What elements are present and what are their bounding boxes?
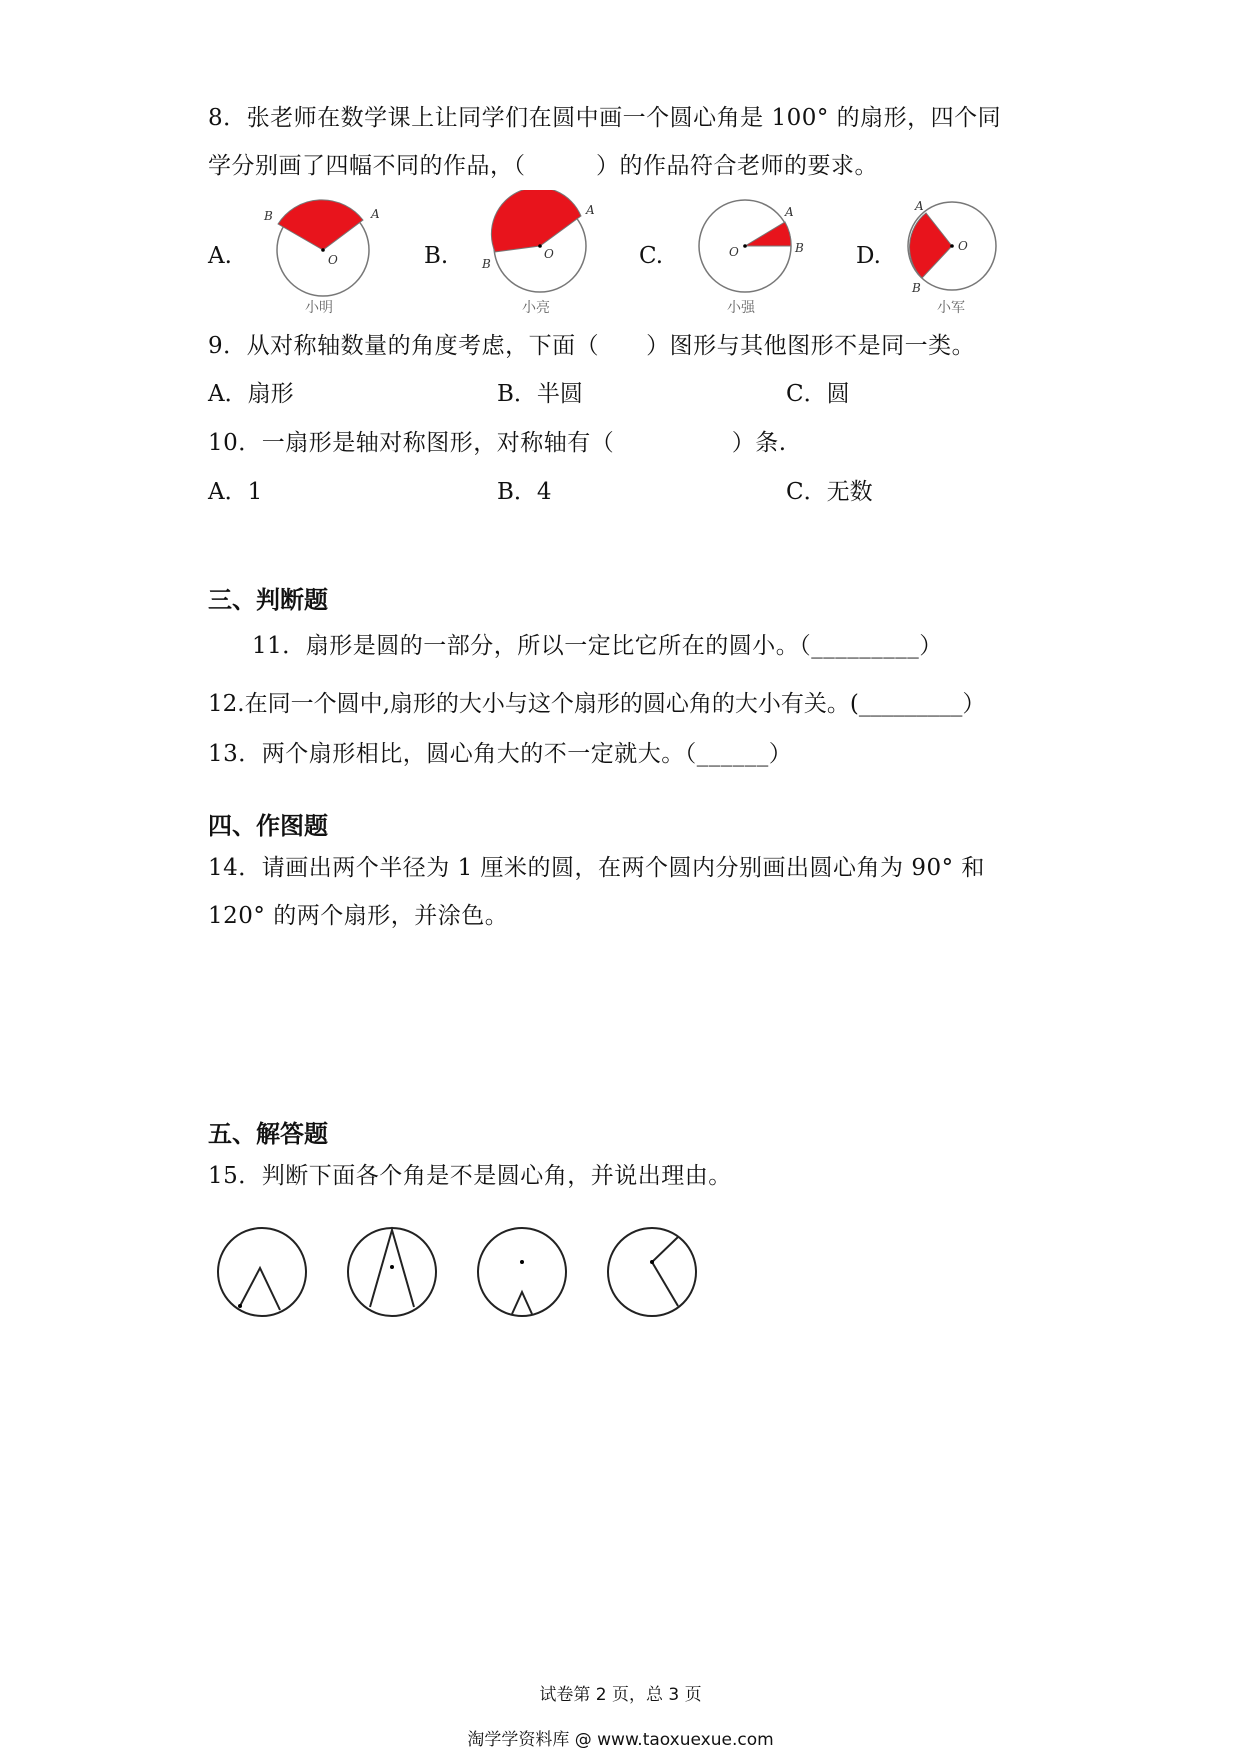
q8-text-line1: 8．张老师在数学课上让同学们在圆中画一个圆心角是 100° 的扇形，四个同 (208, 105, 1002, 131)
q8-figure-xiaoqiang (683, 190, 823, 300)
q8-caption-xiaoliang: 小亮 (522, 300, 550, 316)
section4-title: 四、作图题 (208, 812, 328, 840)
q10-text: 10．一扇形是轴对称图形，对称轴有（ ）条. (208, 430, 787, 456)
q8-caption-xiaoqiang: 小强 (727, 300, 755, 316)
watermark: 淘学学资料库 @ www.taoxuexue.com (467, 1730, 774, 1750)
point-label-a: A (371, 207, 380, 221)
q8-caption-xiaojun: 小军 (937, 300, 965, 316)
section5-title: 五、解答题 (208, 1120, 328, 1148)
q8-caption-xiaoming: 小明 (305, 300, 333, 316)
q9-option-c: C．圆 (786, 381, 850, 407)
q10-option-c: C．无数 (786, 479, 873, 505)
point-label-b: B (264, 209, 273, 223)
point-label-b: B (795, 241, 804, 255)
q10-option-b: B．4 (497, 479, 552, 505)
q9-option-a: A．扇形 (208, 381, 294, 407)
q15-figure-4 (608, 1228, 696, 1316)
q8-option-a-label: A. (208, 243, 232, 269)
q9-option-b: B．半圆 (497, 381, 583, 407)
point-label-o: O (328, 253, 338, 267)
q8-text-line2: 学分别画了四幅不同的作品，（ ）的作品符合老师的要求。 (208, 153, 878, 179)
q11-text: 11．扇形是圆的一部分，所以一定比它所在的圆小。（_________） (252, 633, 943, 659)
page-number: 试卷第 2 页，总 3 页 (539, 1685, 702, 1705)
q8-option-d-label: D. (856, 243, 881, 269)
point-label-b: B (482, 257, 491, 271)
q8-option-c-label: C. (639, 243, 664, 269)
q8-option-b-label: B. (424, 243, 449, 269)
q14-text-line1: 14．请画出两个半径为 1 厘米的圆，在两个圆内分别画出圆心角为 90° 和 (208, 855, 985, 881)
q9-text: 9．从对称轴数量的角度考虑，下面（ ）图形与其他图形不是同一类。 (208, 333, 976, 359)
section3-title: 三、判断题 (208, 586, 328, 614)
point-label-o: O (729, 245, 739, 259)
q15-figures (210, 1222, 710, 1322)
point-label-a: A (915, 199, 924, 213)
q15-figure-1 (218, 1228, 306, 1316)
q15-text: 15．判断下面各个角是不是圆心角，并说出理由。 (208, 1163, 732, 1189)
q8-figure-xiaoliang (478, 190, 608, 300)
q8-figure-xiaojun (895, 190, 1015, 300)
q8-figure-xiaoming (258, 190, 388, 300)
point-label-a: A (785, 205, 794, 219)
q12-text: 12.在同一个圆中,扇形的大小与这个扇形的圆心角的大小有关。(_________） (208, 691, 986, 717)
q13-text: 13．两个扇形相比，圆心角大的不一定就大。（______） (208, 741, 793, 767)
point-label-o: O (958, 239, 968, 253)
q15-figure-3 (478, 1228, 566, 1316)
q15-figure-2 (348, 1228, 436, 1316)
point-label-a: A (586, 203, 595, 217)
q14-text-line2: 120° 的两个扇形，并涂色。 (208, 903, 509, 929)
point-label-o: O (544, 247, 554, 261)
point-label-b: B (912, 281, 921, 295)
q10-option-a: A．1 (208, 479, 263, 505)
